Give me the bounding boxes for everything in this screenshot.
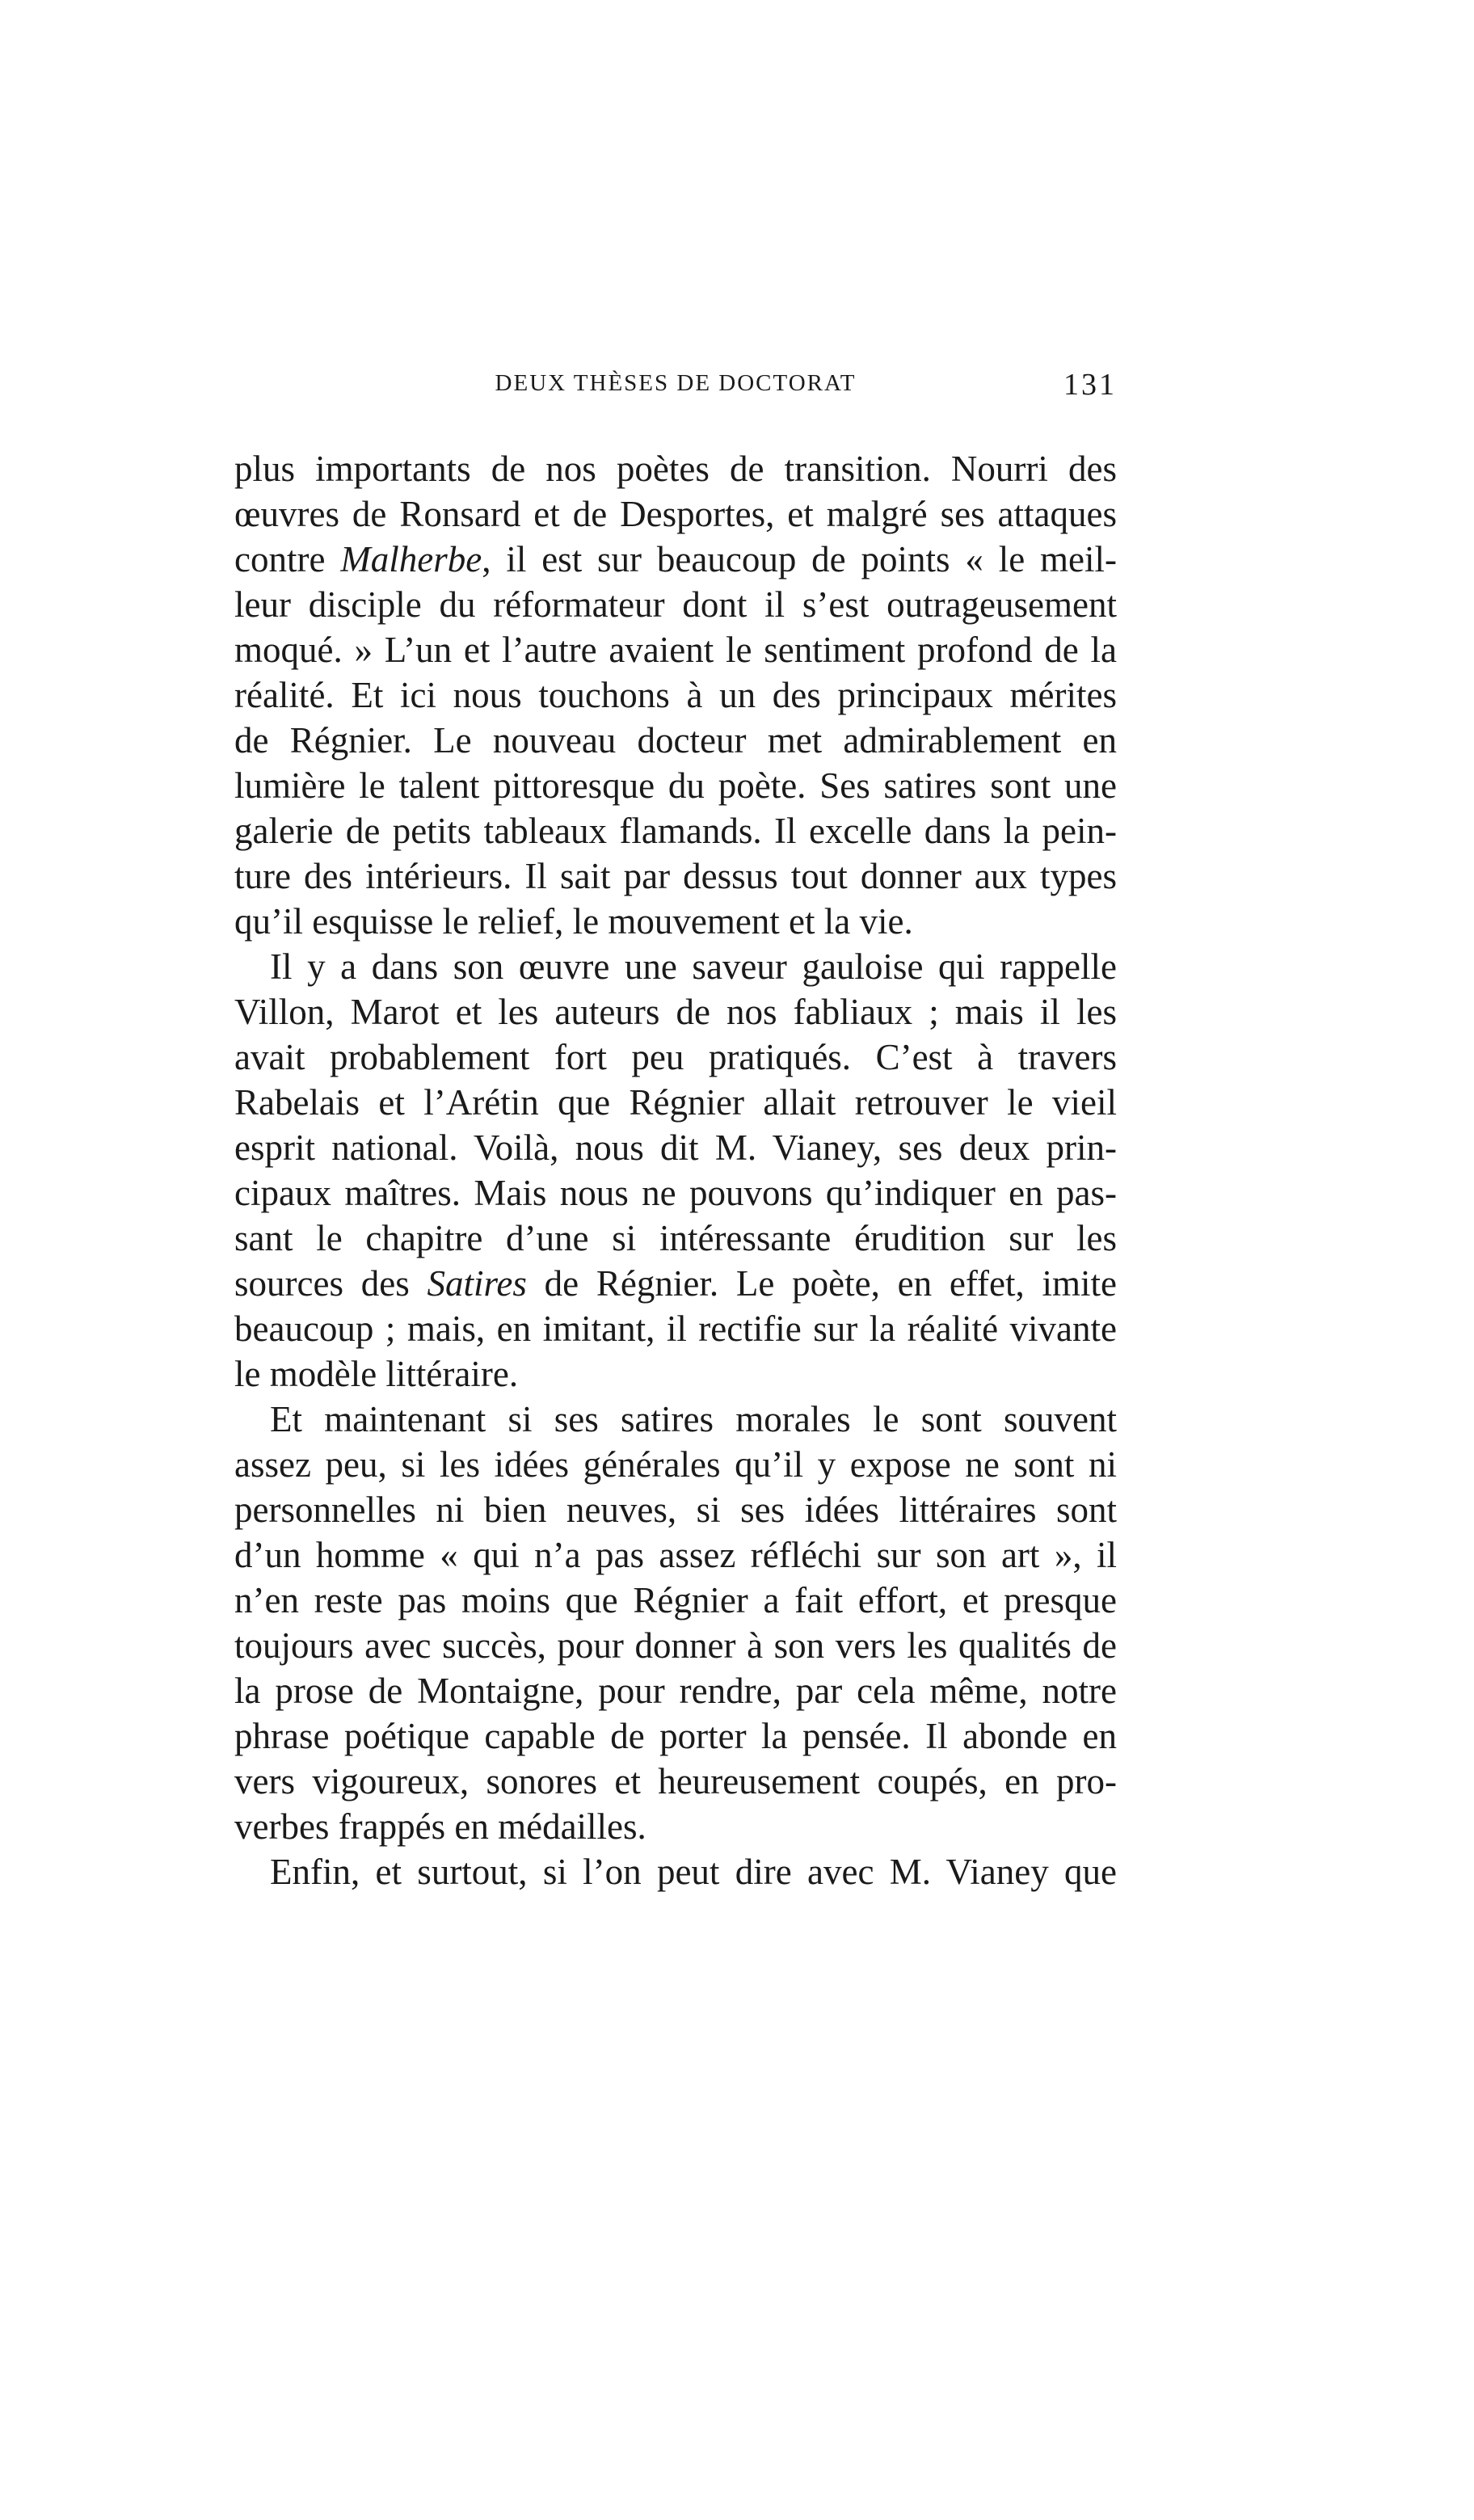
text-segment: beaucoup ; mais, en imitant, il rectifie sur la réalité vivante: [234, 1308, 1117, 1349]
text-segment: contre: [234, 539, 341, 579]
text-line: [234, 672, 1117, 718]
text-segment: de Régnier. Le poète, en effet, imite: [526, 1263, 1117, 1304]
text-line: [234, 1351, 1117, 1397]
text-line: [234, 627, 1117, 672]
text-segment: n’en reste pas moins que Régnier a fait effort, et presque: [234, 1580, 1117, 1620]
text-segment: Villon, Marot et les auteurs de nos fabliaux ; mais il les: [234, 992, 1117, 1032]
text-line: [234, 1532, 1117, 1578]
text-line: [234, 1397, 1117, 1442]
text-segment: Enfin, et surtout, si l’on peut dire avec M. Vianey que: [270, 1852, 1117, 1892]
text-segment: d’un homme « qui n’a pas assez réfléchi sur son art », il: [234, 1535, 1117, 1575]
text-segment: la prose de Montaigne, pour rendre, par cela même, notre: [234, 1671, 1117, 1711]
text-line: [234, 1442, 1117, 1487]
text-line: [234, 1623, 1117, 1668]
text-segment: ture des intérieurs. Il sait par dessus tout donner aux types: [234, 856, 1117, 896]
text-segment: assez peu, si les idées générales qu’il y expose ne sont ni: [234, 1444, 1117, 1485]
paragraph: [234, 446, 1117, 944]
text-segment: avait probablement fort peu pratiqués. C’est à travers: [234, 1037, 1117, 1077]
running-title: DEUX THÈSES DE DOCTORAT: [495, 370, 857, 396]
text-segment: , il est sur beaucoup de points « le meil-: [482, 539, 1118, 579]
paragraph: [234, 1397, 1117, 1849]
text-line: [234, 1306, 1117, 1351]
text-segment: verbes frappés en médailles.: [234, 1806, 646, 1847]
text-segment: œuvres de Ronsard et de Desportes, et malgré ses attaques: [234, 494, 1117, 534]
paragraph: [234, 944, 1117, 1397]
text-line: [234, 491, 1117, 537]
text-segment: leur disciple du réformateur dont il s’est outrageusement: [234, 584, 1117, 625]
body-text: [234, 446, 1117, 1894]
text-line: [234, 1759, 1117, 1804]
text-line: [234, 808, 1117, 853]
text-line: [234, 763, 1117, 808]
text-segment: esprit national. Voilà, nous dit M. Vianey, ses deux prin-: [234, 1127, 1117, 1168]
text-segment: Il y a dans son œuvre une saveur gauloise qui rappelle: [270, 946, 1117, 987]
text-line: [234, 989, 1117, 1035]
text-line: [234, 446, 1117, 491]
italic-title: Satires: [427, 1263, 527, 1304]
text-line: [234, 537, 1117, 582]
text-segment: sources des: [234, 1263, 427, 1304]
text-segment: qu’il esquisse le relief, le mouvement et la vie.: [234, 901, 913, 942]
text-line: [234, 1080, 1117, 1125]
text-line: [234, 1578, 1117, 1623]
text-line: [234, 1849, 1117, 1894]
text-segment: plus importants de nos poètes de transition. Nourri des: [234, 449, 1117, 489]
text-segment: réalité. Et ici nous touchons à un des principaux mérites: [234, 675, 1117, 715]
text-line: [234, 1170, 1117, 1216]
text-line: [234, 718, 1117, 763]
text-segment: de Régnier. Le nouveau docteur met admirablement en: [234, 720, 1117, 761]
text-line: [234, 1216, 1117, 1261]
italic-title: Malherbe: [340, 539, 482, 579]
text-segment: cipaux maîtres. Mais nous ne pouvons qu’indiquer en pas-: [234, 1173, 1117, 1213]
text-line: [234, 1668, 1117, 1713]
text-line: [234, 582, 1117, 627]
text-line: [234, 1804, 1117, 1849]
text-line: [234, 1261, 1117, 1306]
text-line: [234, 1035, 1117, 1080]
text-segment: moqué. » L’un et l’autre avaient le sentiment profond de la: [234, 630, 1117, 670]
text-line: [234, 899, 1117, 944]
text-segment: toujours avec succès, pour donner à son vers les qualités de: [234, 1625, 1117, 1666]
text-segment: lumière le talent pittoresque du poète. Ses satires sont une: [234, 765, 1117, 806]
text-segment: vers vigoureux, sonores et heureusement coupés, en pro-: [234, 1761, 1117, 1802]
text-segment: le modèle littéraire.: [234, 1354, 519, 1394]
text-segment: galerie de petits tableaux flamands. Il excelle dans la pein-: [234, 811, 1117, 851]
paragraph: [234, 1849, 1117, 1894]
text-segment: personnelles ni bien neuves, si ses idées littéraires sont: [234, 1490, 1117, 1530]
text-line: [234, 1125, 1117, 1170]
text-segment: phrase poétique capable de porter la pensée. Il abonde en: [234, 1716, 1117, 1756]
page-header: [234, 370, 1117, 402]
text-line: [234, 1487, 1117, 1532]
text-line: [234, 853, 1117, 899]
text-line: [234, 944, 1117, 989]
text-line: [234, 1713, 1117, 1759]
text-segment: sant le chapitre d’une si intéressante érudition sur les: [234, 1218, 1117, 1258]
page-number: 131: [1063, 368, 1117, 402]
text-segment: Et maintenant si ses satires morales le sont souvent: [270, 1399, 1117, 1439]
text-segment: Rabelais et l’Arétin que Régnier allait retrouver le vieil: [234, 1082, 1117, 1123]
